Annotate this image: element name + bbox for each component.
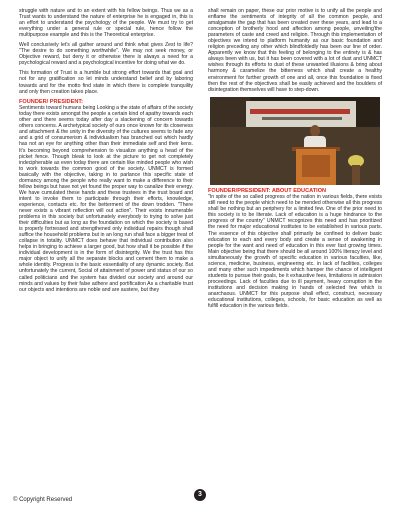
- photo-banner-stripe: [262, 117, 342, 120]
- paragraph: shall remain on paper, these our prior motive is to unify all the people and enflame the sentiments of integrity of all the common people, and amalgamate the gap that has been created over these years, and lead to a conception of brotherly hood and affection among people, unveiling'the parameters of caste and creed and religion. Through this implementation of objectives we intend to platform humanity as our basic foundation and religion preceding any other which blindfoldedly has been our line of order. Apparently we know that this feeling of belonging to the entirety is & has always been with us, but it has been covered with a lot of dust and UNMCT wishes through its efforts to dust of these unwanted illusions & bring about harmony & caramelize the bitterness which shall create a healthy environment for further growth of one and all, once this foundation is fixed then the rest of the objectives shall be easily achieved and the boulders of disintegration themselves will have to step-down.: [208, 8, 382, 93]
- photo-podium-panel: [302, 155, 330, 177]
- photo-speaker-head: [310, 125, 320, 137]
- paragraph: Well conclusively let's all gather around and think what gives Zest to life? "The desire to do something worthwhile". We may not seek money, or Objective reward, but deny it or otherwise there is always a need for a psychological reward and a psychological incentive for doing what we do.: [19, 42, 193, 67]
- right-column: [208, 8, 382, 313]
- section-heading: FOUNDER/PRESIDENT: ABOUT EDUCATION: [208, 187, 327, 194]
- event-photo: [210, 97, 380, 185]
- section-heading: FOUNDER/ PRESIDENT:: [19, 98, 84, 105]
- page-number: 3: [194, 489, 206, 501]
- photo-banner-stripe: [250, 109, 350, 114]
- left-column: [19, 8, 193, 297]
- photo-vase: [352, 165, 360, 185]
- paragraph: "In spite of the so called progress of the nation in various fields, there exists still need to the people which need to be mended otherwise all this progress shall be nothing but an periphery for a limited few. One of the prior need to this society is to be literate. Lack of education is a huge hindrance to the progress of the country" UNMCT recognizes this need and has prioritized the need for major educational institutes to be established in various parts. The essence of this objective shall primarily be confined to deliver basic education to each and every body and create a sense of awakening in people for the want and need of education in this ever fast growing times. Main objective being that there should be all around 100% literacy level and simultaneously the growth of specific education in various faculties, like, science, medicine, business, engineering etc. in lack of facilities, colleges and many other such impediments which hamper the chance of intelligent students to pursue their goals, be it exhaustive fees, limitations in admission proceedings. Lack of faculties due to ill payment, heavy corruption in the institutions and decision making in hands of selected few which is anarchaous. UNMCT for this purpose shall effect, construct, necessary educational institutions, colleges, schools, for basic education as well as fulfill education in the various fields.: [208, 194, 382, 310]
- paragraph: This formation of Trust is a humble but strong effort towards that goal and not for any gratification so let minds understand belief and by laboring towards and for the motto find state in which there is complete tranquility and only then creation takes place.: [19, 70, 193, 95]
- photo-banner: [246, 101, 356, 127]
- paragraph: Sentiments toward humans being Looking a the state of affairs of the society today there exists amongst the people a certain kind of apathy towards each other and there seems today after day a slackening of concern towards others concerns. A archetypical society of ours once known for its closeness and attachment & the unity in the diversity of the cultures seems to fade any and a grid of consumerism & individualism has branched out which hardly has not an eye for anything other than their immediate self and their kens. It's becoming beyond comprehension to visualize anything a head of the picket fence. Though bleak to look at the picture to get not completely indecipherable as even today there are certain like minded people who wish to work towards the common good of the society. UNMCT is formed basically with the objective, taking in to parlance this specific state of dormancy among the people who really want to make a difference to their fellow beings but have not yet found the proper way to canalize their energy. We have cumulated these hands and these trustees in the trust board and intent to invoke them to participate through their efforts, knowledge, experience, contacts etc. for the betterment of the down trodden. "There never exists a vibrant reflection will out action". Their exists innumerable problems in this society but unfortunately everybody to trying to solve just their difficulties but as long as the foundation on which the society is based is properly fortressed and strengthened only individual repairs though shall suffice the household problems but in an long run shall face a bigger treat of collapse in totality. UNMCT does behave that individual contribution also helps in bringing to achieve a larger good, but how shall it be possible if the individual development is in the form of disintegrity. We the trust has this major object to unify all the separate blocks and cement them to make a whole identity. Progress is the basic essentiality of any dynamic society. But unfortunately the current, Social of attainment of power and status of our so called politicians and the system has divided our society and around our minds and values by their false adhere and portification As a charitable trust our objects and intentions are noble and are austere, but they: [19, 105, 193, 293]
- copyright-text: © Copyright Reserved: [13, 497, 73, 503]
- paragraph: struggle with nature and to an extent with his fellow beings. Thus we as a Trust wants to understand the nature of enterprise he is engaged in, this is an effort to understand the psychology of the people. We must try to get everything under a general rule or special rule, hence follow the multipurpose example and this is the Theoretical enterprise.: [19, 8, 193, 39]
